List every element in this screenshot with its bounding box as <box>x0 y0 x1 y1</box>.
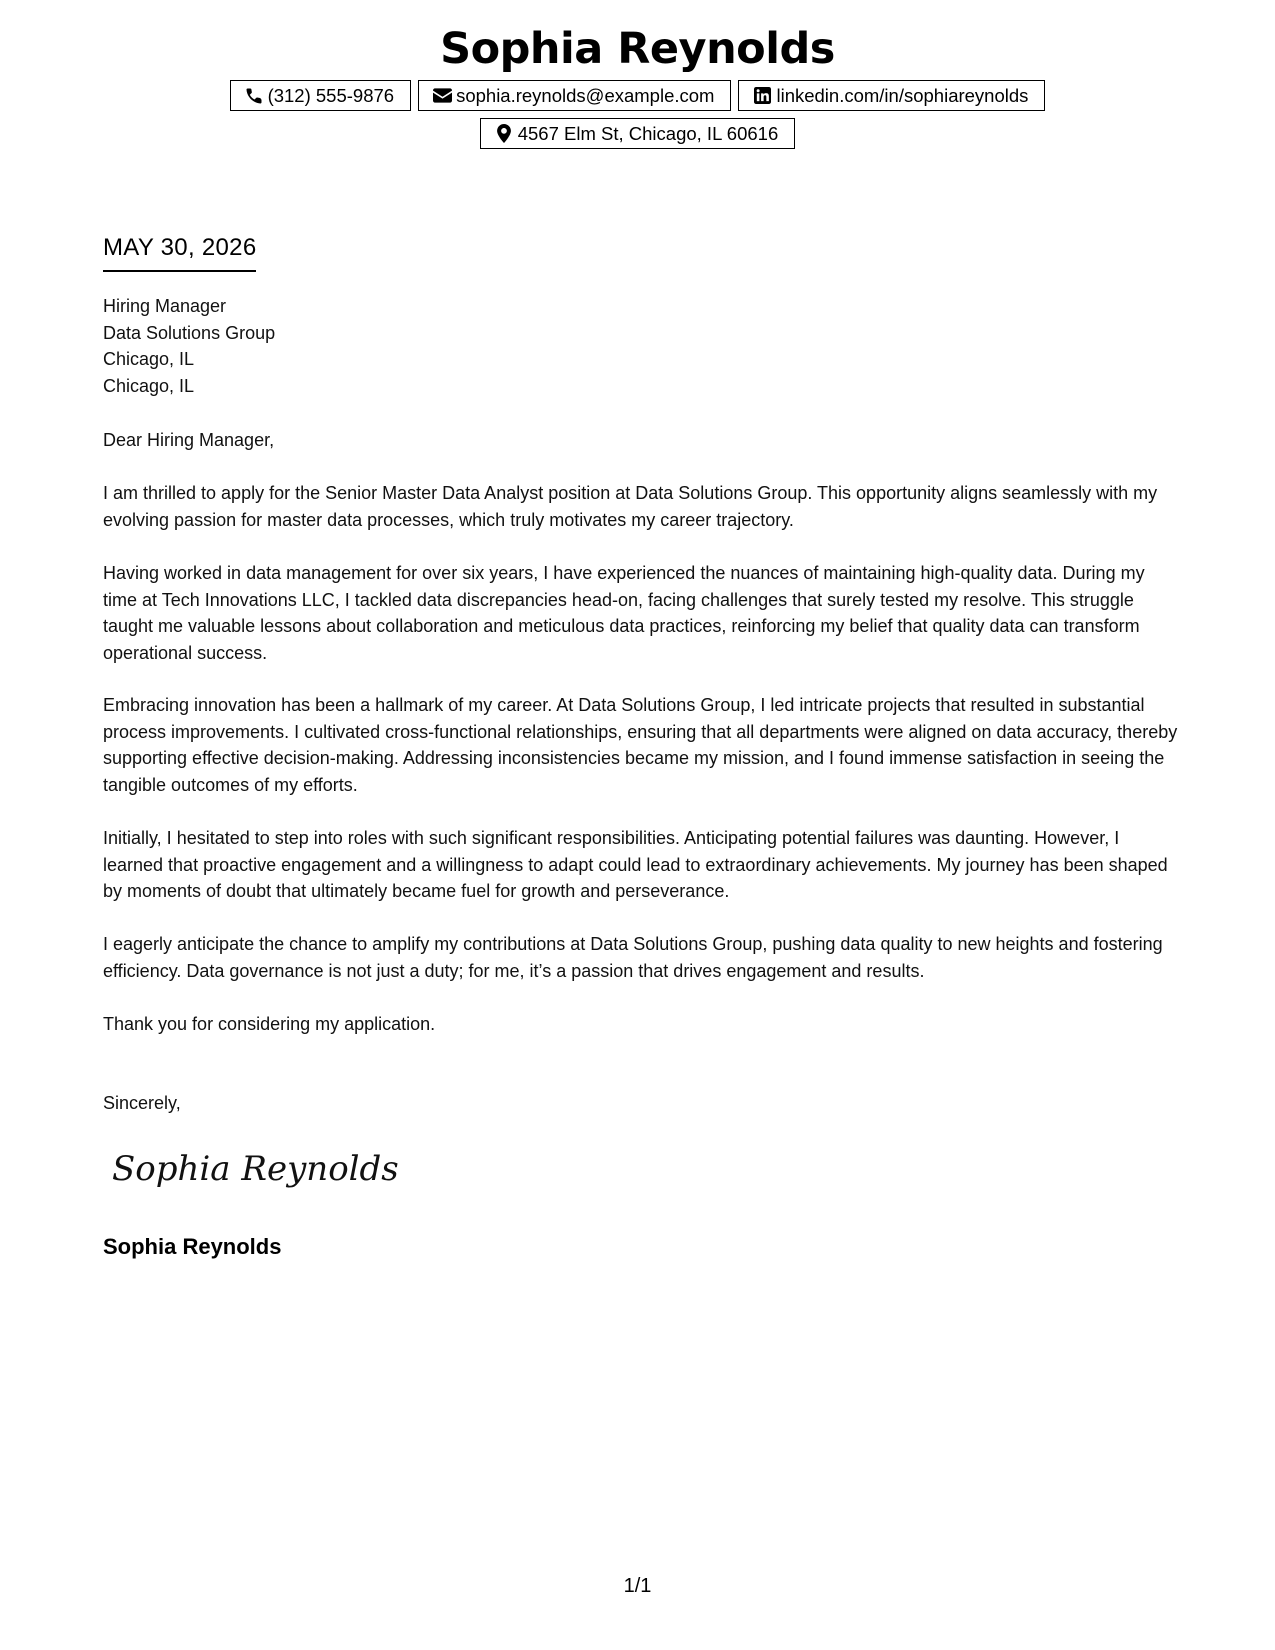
letter-date: MAY 30, 2026 <box>103 233 256 272</box>
address-contact[interactable] <box>480 118 796 149</box>
applicant-name-heading: Sophia Reynolds <box>440 24 835 74</box>
contact-row-primary <box>0 80 1275 111</box>
recipient-line: Hiring Manager <box>103 296 227 316</box>
linkedin-text: linkedin.com/in/sophiareynolds <box>776 84 1029 106</box>
phone-contact[interactable] <box>230 80 412 111</box>
address-text: 4567 Elm St, Chicago, IL 60616 <box>517 122 779 144</box>
contact-row-secondary <box>0 118 1275 149</box>
envelope-icon <box>433 86 452 105</box>
recipient-line: Chicago, IL <box>103 375 195 396</box>
recipient-line: Data Solutions Group <box>103 322 276 343</box>
signer-name: Sophia Reynolds <box>103 1234 282 1259</box>
recipient-line: Chicago, IL <box>103 349 195 369</box>
phone-icon <box>245 86 264 105</box>
email-text: sophia.reynolds@example.com <box>456 84 715 106</box>
page-indicator: 1/1 <box>623 1575 652 1597</box>
body-paragraph: Embracing innovation has been a hallmark of my career. At Data Solutions Group, I led intricate projects that resulted in substantial process improvements. I cultivated cross-functional relationships, ensuring that all departments were aligned on data accuracy, thereby supporting effective decision-making. Addressing inconsistencies became my mission, and I found immense satisfaction in seeing the tangible outcomes of my efforts. <box>103 695 1178 795</box>
body-paragraph: Thank you for considering my application. <box>103 1014 436 1034</box>
email-contact[interactable] <box>418 80 731 111</box>
recipient-block <box>103 293 1183 399</box>
closing-line: Sincerely, <box>103 1093 181 1113</box>
body-paragraph: Initially, I hesitated to step into roles with such significant responsibilities. Anticipating potential failures was daunting. However, I learned that proactive engagement and a willingness to adapt could lead to extraordinary achievements. My journey has been shaped by moments of doubt that ultimately became fuel for growth and perseverance. <box>103 828 1168 901</box>
body-paragraph: I am thrilled to apply for the Senior Master Data Analyst position at Data Solutions Group. This opportunity aligns seamlessly with my evolving passion for master data processes, which truly motivates my career trajectory. <box>103 483 1158 530</box>
linkedin-contact[interactable] <box>738 80 1045 111</box>
handwritten-signature <box>108 1138 399 1200</box>
map-pin-icon <box>495 124 514 143</box>
salutation: Dear Hiring Manager, <box>103 430 275 450</box>
body-paragraph: I eagerly anticipate the chance to amplify my contributions at Data Solutions Group, pushing data quality to new heights and fostering efficiency. Data governance is not just a duty; for me, it’s a passion that drives engagement and results. <box>103 934 1163 981</box>
linkedin-icon <box>753 86 772 105</box>
phone-text: (312) 555-9876 <box>267 84 395 106</box>
signature-text: Sophia Reynolds <box>112 1149 399 1189</box>
body-paragraph: Having worked in data management for over six years, I have experienced the nuances of maintaining high-quality data. During my time at Tech Innovations LLC, I tackled data discrepancies head-on, facing challenges that surely tested my resolve. This struggle taught me valuable lessons about collaboration and meticulous data practices, reinforcing my belief that quality data can transform operational success. <box>103 563 1145 663</box>
